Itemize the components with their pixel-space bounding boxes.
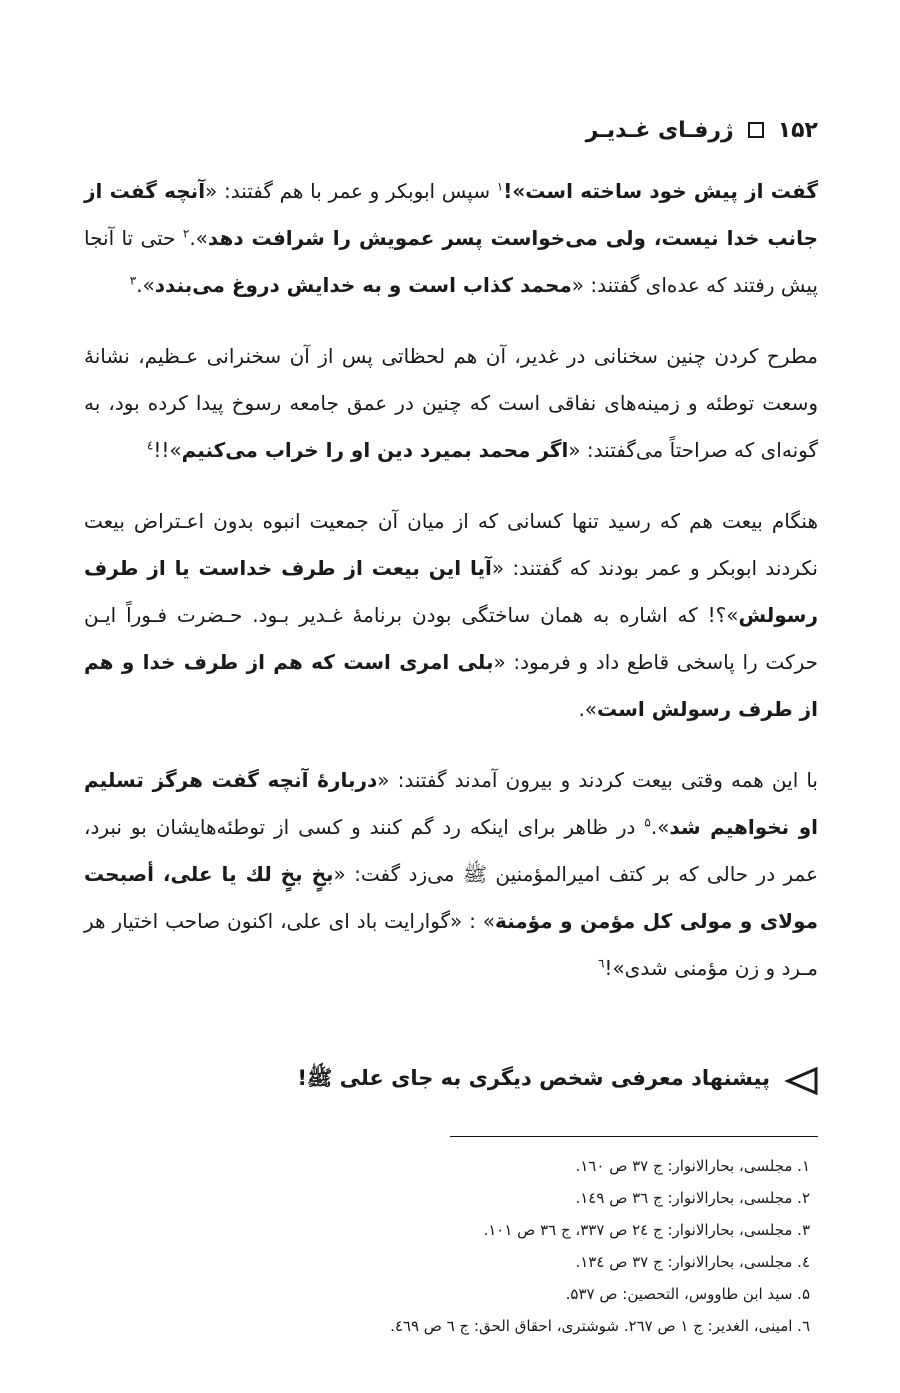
text-run: سپس ابوبکر و عمر با هم گفتند: « <box>205 179 497 203</box>
section-title: پیشنهاد معرفی شخص دیگری به جای علی ﷺ! <box>297 1066 770 1090</box>
bold-quote: اگر محمد بمیرد دین او را خراب می‌کنیم <box>181 438 569 462</box>
footnote-ref: ۱ <box>496 179 504 194</box>
footnote-ref: ٦ <box>597 956 605 971</box>
running-header <box>84 110 818 150</box>
text-run: مطرح کردن چنین سخنانی در غدیر، آن هم لحظاتی پس از آن سخنرانی عـظیم، نشانهٔ وسعت توطئه و زمینه‌های نفاقی است که چنین در عمق جامعه رسوخ پیدا کرده بود، به گونه‌ای که صراحتاً می‌گفتند: « <box>84 344 818 462</box>
footnote: ۲. مجلسی، بحارالانوار: ج ۳٦ ص ۱٤۹. <box>575 1189 810 1207</box>
page <box>84 110 818 1016</box>
triangle-marker-icon <box>784 1066 818 1096</box>
footnote: ٦. امینی، الغدیر: ج ۱ ص ۲٦۷. شوشتری، احقاق الحق: ج ٦ ص ٤٦۹. <box>390 1317 810 1335</box>
text-run: » : «گوارایت باد ای علی، اکنون صاحب اختیار هر مـرد و زن مؤمنی شدی»! <box>84 909 818 980</box>
paragraph-3 <box>84 498 818 733</box>
text-run: ». <box>189 226 208 250</box>
text-run: حتی تا آنجا پیش رفتند که عده‌ای گفتند: « <box>84 226 818 297</box>
paragraph-1 <box>84 168 818 309</box>
footnote: ٤. مجلسی، بحارالانوار: ج ۳۷ ص ۱۳٤. <box>575 1253 810 1271</box>
bold-quote: دربارهٔ آنچه گفت هرگز تسلیم او نخواهیم شد <box>84 768 818 839</box>
text-run: »!! <box>153 438 182 462</box>
bold-quote: آنچه گفت از جانب خدا نیست، ولی می‌خواست پسر عمویش را شرافت دهد <box>84 179 818 250</box>
bold-quote: بلی امری است که هم از طرف خدا و هم از طرف رسولش است <box>84 650 818 721</box>
text-run: »؟! که اشاره به همان ساختگی بودن برنامهٔ غـدیر بـود. حـضرت فـوراً ایـن حرکت را پاسخی قاطع داد و فرمود: « <box>84 603 818 674</box>
footnote: ۱. مجلسی، بحارالانوار: ج ۳۷ ص ۱٦۰. <box>575 1157 810 1175</box>
footnote-ref: ۳ <box>129 273 137 288</box>
footnote: ۵. سید ابن طاووس، التحصین: ص ۵۳۷. <box>565 1285 810 1303</box>
footnote-divider <box>450 1136 818 1137</box>
text-run: در ظاهر برای اینکه رد گم کنند و کسی از توطئه‌هایشان بو نبرد، عمر در حالی که بر کتف امیرالمؤمنین ﷺ می‌زد گفت: « <box>84 815 819 886</box>
footnote-ref: ٤ <box>146 438 154 453</box>
footnote: ۳. مجلسی، بحارالانوار: ج ۲٤ ص ۳۳۷، ج ۳٦ ص ۱۰۱. <box>483 1221 810 1239</box>
text-run: با این همه وقتی بیعت کردند و بیرون آمدند گفتند: « <box>377 768 818 792</box>
book-title: ژرفـای غـدیـر <box>585 117 734 143</box>
text-run: ». <box>650 815 670 839</box>
paragraph-4 <box>84 757 818 992</box>
section-heading <box>84 1065 818 1096</box>
body-text <box>84 168 818 992</box>
footnote-ref: ۲ <box>182 226 190 241</box>
text-run: ». <box>136 273 155 297</box>
bold-quote: آیا این بیعت از طرف خداست یا از طرف رسولش <box>84 556 818 627</box>
paragraph-2 <box>84 333 818 474</box>
footnote-ref: ۵ <box>644 815 651 830</box>
bold-quote: بخٍ بخٍ لك یا علی، أصبحت مولای و مولی کل مؤمن و مؤمنة <box>84 862 818 933</box>
text-run: هنگام بیعت هم که رسید تنها کسانی که از میان آن جمعیت انبوه بدون اعـتراض بیعت نکردند ابوبکر و عمر بودند که گفتند: « <box>84 509 818 580</box>
square-bullet-icon <box>748 122 764 138</box>
page-number: ۱۵۲ <box>777 117 818 143</box>
text-run: ». <box>578 697 598 721</box>
footnotes <box>84 1150 818 1342</box>
bold-quote: محمد کذاب است و به خدایش دروغ می‌بندد <box>154 273 572 297</box>
bold-quote: گفت از پیش خود ساخته است»! <box>503 179 818 203</box>
